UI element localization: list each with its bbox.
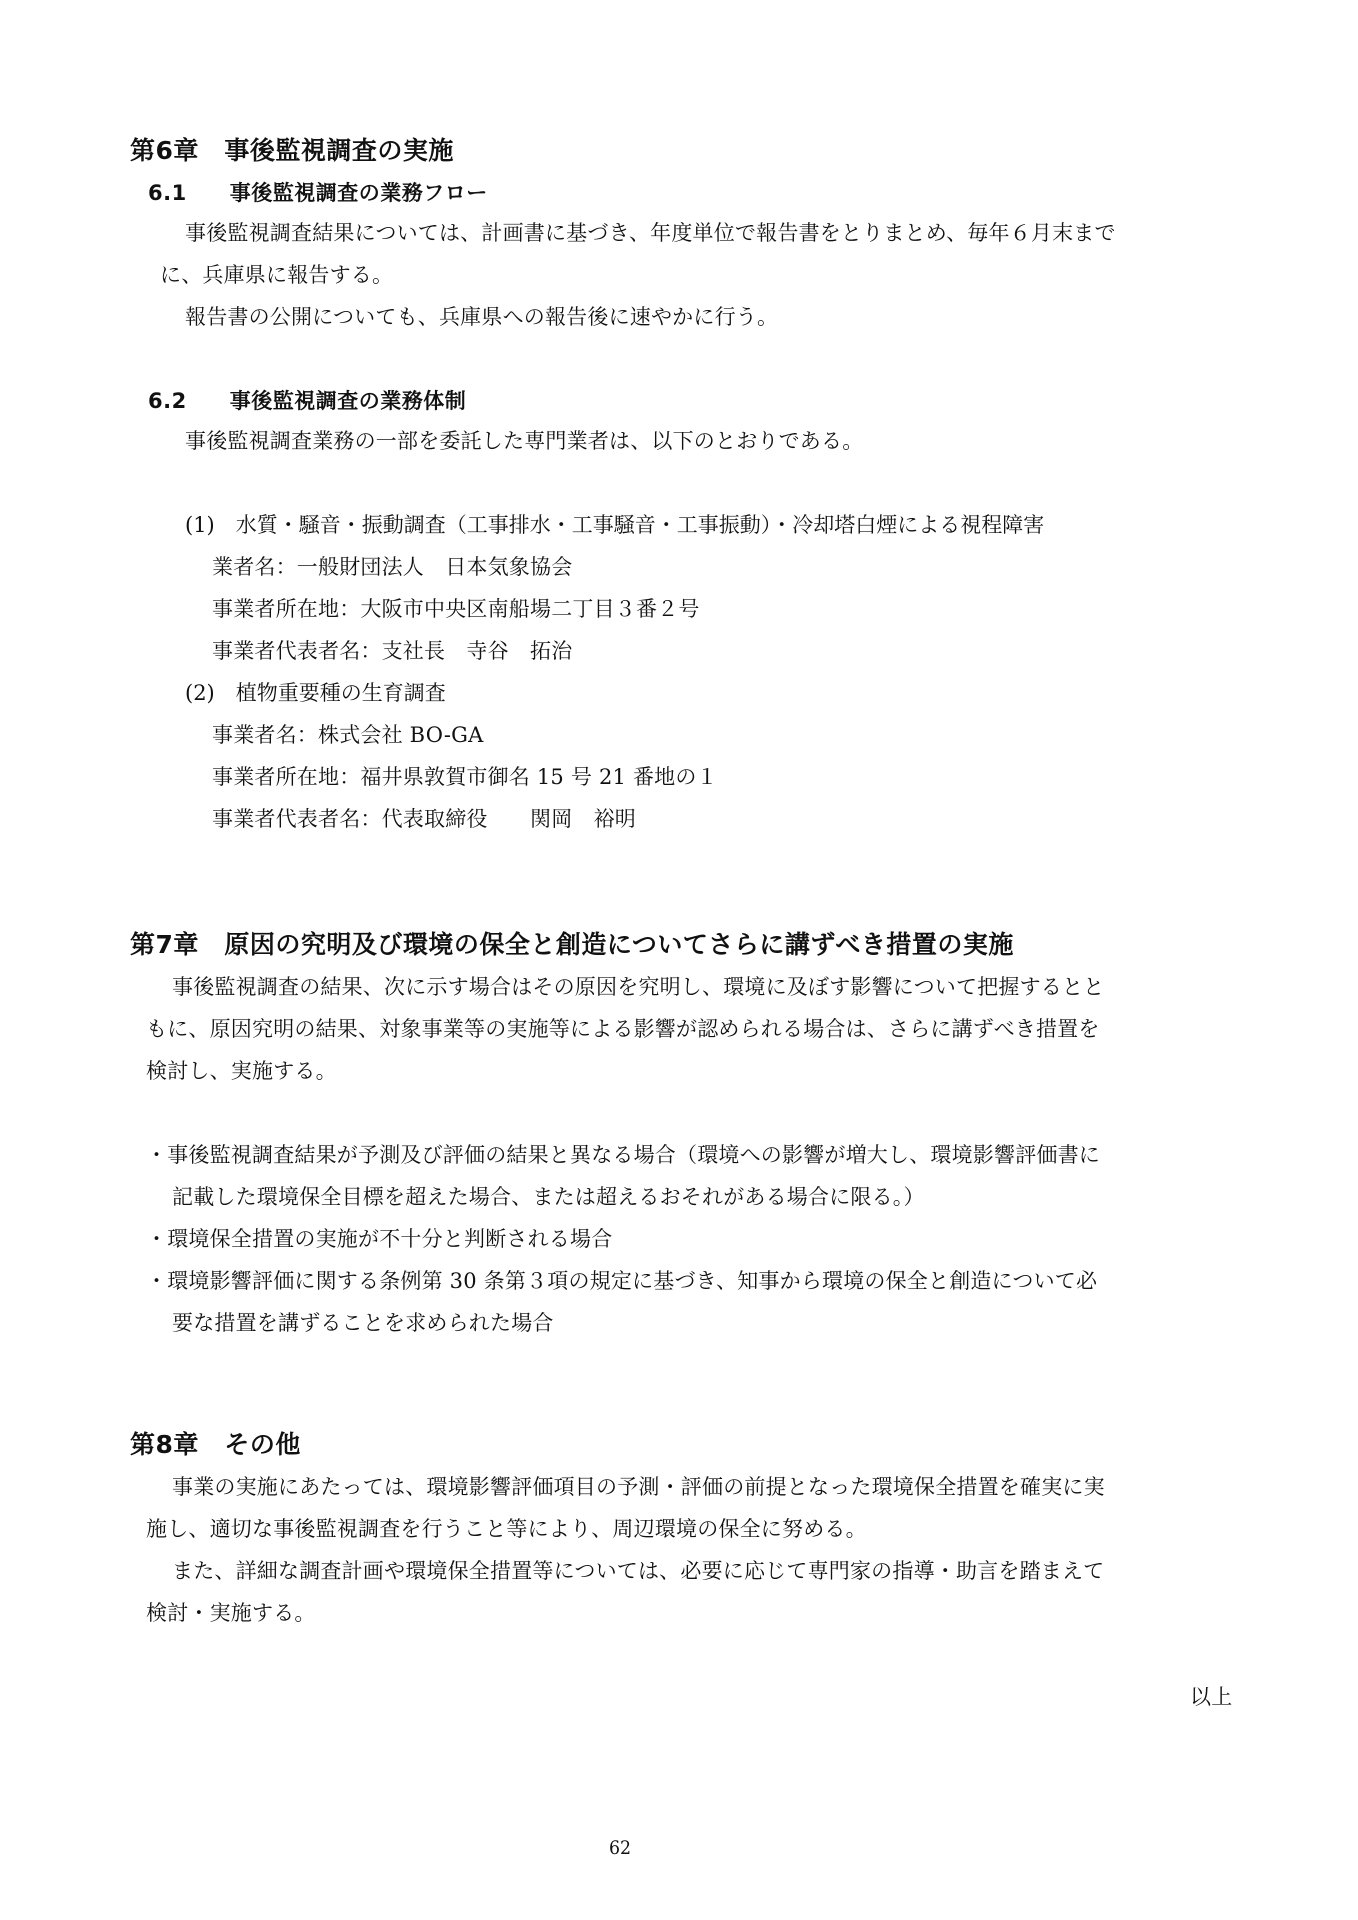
chapter8-para1-line1: 事業の実施にあたっては、環境影響評価項目の予測・評価の前提となった環境保全措置を確実に実 bbox=[172, 1475, 1105, 1499]
page-number: 62 bbox=[608, 1837, 632, 1859]
section6-1-heading: 6.1 事後監視調査の業務フロー bbox=[148, 181, 488, 205]
section6-1-para1-line2: に、兵庫県に報告する。 bbox=[160, 263, 394, 287]
chapter7-para-line3: 検討し、実施する。 bbox=[146, 1059, 337, 1083]
contractor-item2-representative: 事業者代表者名：代表取締役 関岡 裕明 bbox=[212, 807, 636, 831]
contractor-item1-representative: 事業者代表者名：支社長 寺谷 拓治 bbox=[212, 639, 573, 663]
chapter7-bullet2: ・環境保全措置の実施が不十分と判断される場合 bbox=[146, 1227, 613, 1251]
chapter7-heading: 第7章 原因の究明及び環境の保全と創造についてさらに講ずべき措置の実施 bbox=[130, 930, 1014, 959]
contractor-item1-address: 事業者所在地：大阪市中央区南船場二丁目３番２号 bbox=[212, 597, 700, 621]
chapter8-para2-line2: 検討・実施する。 bbox=[146, 1601, 316, 1625]
section6-2-heading: 6.2 事後監視調査の業務体制 bbox=[148, 389, 467, 413]
chapter6-heading: 第6章 事後監視調査の実施 bbox=[130, 136, 454, 165]
chapter7-bullet3-line1: ・環境影響評価に関する条例第 30 条第３項の規定に基づき、知事から環境の保全と創造について必 bbox=[146, 1269, 1098, 1293]
chapter7-para-line1: 事後監視調査の結果、次に示す場合はその原因を究明し、環境に及ぼす影響について把握するとと bbox=[172, 975, 1105, 999]
contractor-item2-address: 事業者所在地：福井県敦賀市御名 15 号 21 番地の１ bbox=[212, 765, 718, 789]
section6-1-para2: 報告書の公開についても、兵庫県への報告後に速やかに行う。 bbox=[185, 305, 779, 329]
contractor-item1-title: (1) 水質・騒音・振動調査（工事排水・工事騒音・工事振動）・冷却塔白煙による視程障害 bbox=[185, 513, 1045, 537]
contractor-item2-title: (2) 植物重要種の生育調査 bbox=[185, 681, 446, 705]
chapter8-para2-line1: また、詳細な調査計画や環境保全措置等については、必要に応じて専門家の指導・助言を踏まえて bbox=[172, 1559, 1105, 1583]
section6-2-intro: 事後監視調査業務の一部を委託した専門業者は、以下のとおりである。 bbox=[185, 429, 864, 453]
closing-mark: 以上 bbox=[1190, 1685, 1233, 1709]
contractor-item1-name: 業者名：一般財団法人 日本気象協会 bbox=[212, 555, 573, 579]
contractor-item2-name: 事業者名：株式会社 BO-GA bbox=[212, 723, 484, 747]
section6-1-para1-line1: 事後監視調査結果については、計画書に基づき、年度単位で報告書をとりまとめ、毎年６月末まで bbox=[185, 221, 1116, 245]
chapter7-bullet3-line2: 要な措置を講ずることを求められた場合 bbox=[172, 1311, 554, 1335]
chapter8-heading: 第8章 その他 bbox=[130, 1430, 301, 1459]
chapter8-para1-line2: 施し、適切な事後監視調査を行うこと等により、周辺環境の保全に努める。 bbox=[146, 1517, 867, 1541]
chapter7-para-line2: もに、原因究明の結果、対象事業等の実施等による影響が認められる場合は、さらに講ずべき措置を bbox=[146, 1017, 1100, 1041]
chapter7-bullet1-line1: ・事後監視調査結果が予測及び評価の結果と異なる場合（環境への影響が増大し、環境影響評価書に bbox=[146, 1143, 1100, 1167]
chapter7-bullet1-line2: 記載した環境保全目標を超えた場合、または超えるおそれがある場合に限る。） bbox=[172, 1185, 925, 1209]
